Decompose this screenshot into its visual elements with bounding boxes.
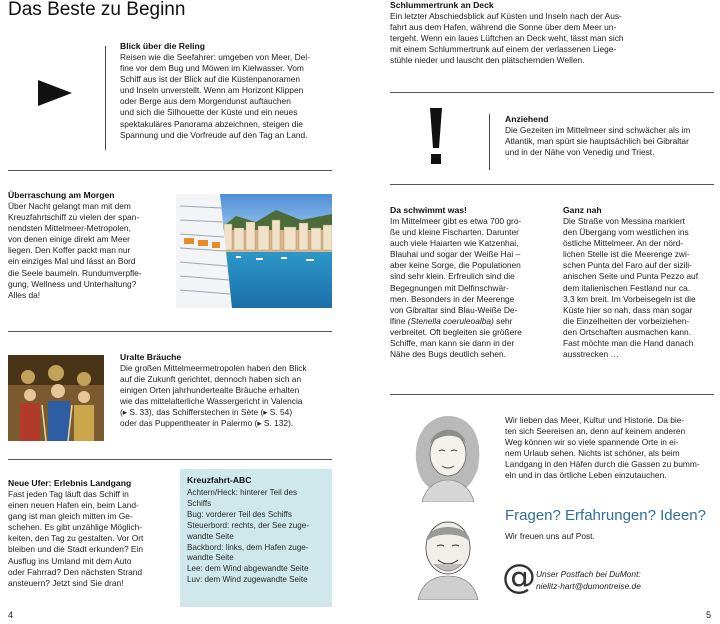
- text-line: Luv: dem Wind zugewandte Seite: [187, 575, 308, 585]
- text-line: Ein letzter Abschiedsblick auf Küsten und Inseln nach der Aus-: [390, 11, 622, 21]
- section-ufer: [8, 478, 174, 589]
- text-line: Spannung und die Vorfreude auf den Tag an Land.: [120, 129, 308, 140]
- text-line: wie das mittelalterliche Wassergericht in Valencia: [120, 396, 303, 407]
- species-name: (Stenella coeruleoalba): [407, 315, 494, 326]
- text-ueberraschung: [8, 201, 173, 301]
- text-line: oder das Puppentheater in Palermo (▸ S. 132).: [120, 418, 294, 429]
- divider: [8, 459, 332, 460]
- text-line: Bug: vorderer Teil des Schiffs: [187, 509, 292, 519]
- heading-schwimmt: Da schwimmt was!: [390, 205, 467, 215]
- text-line: auf die Zukunft gerichtet, dennoch haben sich an: [120, 374, 302, 385]
- author-portrait-man: [404, 508, 488, 600]
- text-line: lichen Stelle ist die Meerenge zwi-: [563, 249, 690, 260]
- section-ueberraschung: [8, 190, 173, 301]
- at-icon: @: [502, 557, 536, 597]
- text-line: men. Besonders in der Meerenge: [390, 293, 515, 304]
- post-text: Wir freuen uns auf Post.: [505, 531, 595, 541]
- text-line: Die großen Mittelmeermetropolen haben den Blick: [120, 363, 307, 373]
- text-line: [390, 316, 550, 327]
- page-number-left: 4: [8, 610, 14, 620]
- text-line: und in der Nähe von Venedig und Triest.: [505, 147, 655, 158]
- text-line: Atlantik, man spürt sie hauptsächlich bei Gibraltar: [505, 136, 689, 147]
- text-line: Steuerbord: rechts, der See zuge-: [187, 520, 309, 530]
- text-line: und sich die Silhouette der Küste und ein neues: [120, 107, 298, 118]
- text-line: Im Mittelmeer gibt es etwa 700 gro-: [390, 216, 522, 226]
- text-line: mit einem Schlummertrunk auf einem der verlassenen Liege-: [390, 44, 617, 55]
- text-line: bleiben und die Stadt erkunden? Ein: [8, 544, 144, 555]
- text-line: liegen. Den Koffer packt man nur: [8, 245, 131, 256]
- text-line: Über Nacht gelangt man mit dem: [8, 201, 131, 211]
- page-title: Das Beste zu Beginn: [8, 0, 186, 20]
- heading-ganz-nah: Ganz nah: [563, 205, 602, 215]
- text-line: keiten, den Tag zu gestalten. Vor Ort: [8, 533, 144, 544]
- text-line: ße und kleine Fischarten. Darunter: [390, 227, 519, 238]
- text-line: oder Fahrrad? Den nächsten Strand: [8, 566, 143, 577]
- text-line: eln und in das örtliche Leben einzutauchen.: [505, 470, 667, 481]
- divider: [390, 92, 714, 93]
- puppet-photo: [8, 355, 104, 441]
- text-line: Kreuzfahrtschiff zu vielen der span-: [8, 212, 140, 223]
- text-line: wandte Seite: [187, 553, 234, 563]
- section-braeuche: [120, 352, 338, 430]
- text-ufer: [8, 489, 174, 589]
- text-line: nendsten Mittelmeer-Metropolen,: [8, 223, 131, 234]
- text-line: Wir lieben das Meer, Kultur und Historie. Da bie-: [505, 415, 685, 425]
- text-line: sind sehr klein. Erfreulich sind die: [390, 271, 515, 282]
- text-line: den Übergang vom westlichen ins: [563, 227, 689, 238]
- text-line: 3,3 km breit. Im Vorbeisegeln ist die: [563, 293, 696, 304]
- text-line: Fast möchte man die Hand danach: [563, 338, 694, 349]
- text-line: Lee: dem Wind abgewandte Seite: [187, 564, 309, 574]
- text-fragment: sehr: [493, 315, 513, 326]
- section-schlummer: [390, 0, 714, 66]
- text-line: nem Urlaub sehen. Nichts ist schöner, als beim: [505, 448, 680, 459]
- text-line: fahrt aus dem Hafen, während die Sonne über dem Meer un-: [390, 22, 617, 33]
- text-line: ein einziges Mal und lässt an Bord: [8, 256, 136, 267]
- text-line: Weg können wir so viele spannende Orte in ei-: [505, 437, 679, 448]
- text-line: auch viele Haiarten wie Katzenhai,: [390, 238, 519, 249]
- text-line: einigen Orten jahrhundertealte Bräuche erhalten: [120, 385, 300, 396]
- text-line: oder Berge aus dem Morgendunst auftauchen: [120, 96, 291, 107]
- text-anziehend: [505, 125, 717, 158]
- divider: [8, 170, 332, 171]
- text-line: Schiffs: [187, 498, 212, 508]
- text-line: östliche Mittelmeer. An der nörd-: [563, 238, 684, 249]
- divider: [390, 184, 714, 185]
- text-authors: [505, 415, 717, 482]
- text-line: von denen einige direkt am Meer: [8, 234, 130, 245]
- text-abc: [187, 488, 325, 586]
- text-line: Achtern/Heck: hinterer Teil des: [187, 488, 298, 497]
- heading-braeuche: Uralte Bräuche: [120, 352, 182, 362]
- text-line: aber keine Sorge, die Populationen: [390, 260, 521, 271]
- postfach-label: Unser Postfach bei DuMont:: [536, 569, 641, 579]
- text-line: Nähe des Bugs deutlich sehen.: [390, 349, 506, 360]
- text-line: Backbord: links, dem Hafen zuge-: [187, 542, 309, 552]
- text-line: fine vor dem Bug und Möwen im Kielwasser. Vom: [120, 63, 304, 74]
- text-line: Ausflug ins Umland mit dem Auto: [8, 555, 132, 566]
- text-schwimmt: [390, 216, 550, 360]
- text-line: einen neuen Hafen ein, beim Land-: [8, 500, 139, 511]
- text-line: gang ist man gleich mitten im Ge-: [8, 511, 133, 522]
- text-line: Die Gezeiten im Mittelmeer sind schwächer als im: [505, 125, 691, 135]
- question-heading: Fragen? Erfahrungen? Ideen?: [505, 507, 706, 524]
- text-line: (▸ S. 33), das Schifferstechen in Sète (▸ S. 54): [120, 407, 293, 418]
- text-line: Fast jeden Tag läuft das Schiff in: [8, 489, 129, 499]
- section-ganz-nah: [563, 205, 718, 360]
- text-line: Blauhai und sogar der Weiße Hai –: [390, 249, 521, 260]
- text-line: stühle nieder und lauscht den plätschernden Wellen.: [390, 55, 585, 66]
- text-line: Landgang in den Häfen durch die Gassen zu bumm-: [505, 459, 700, 470]
- heading-schlummer: Schlummertrunk an Deck: [390, 0, 494, 10]
- text-line: Begegnungen mit Delfinschwär-: [390, 282, 509, 293]
- text-line: Schiffe, man kann sie dann in der: [390, 338, 515, 349]
- abc-box: [180, 469, 332, 607]
- text-line: von Gibraltar sind Blau-Weiße De-: [390, 304, 518, 315]
- text-line: Schiff aus ist der Blick auf die Küstenpanoramen: [120, 74, 301, 85]
- divider: [390, 394, 714, 395]
- text-line: verbreitet. Oft begleiten sie größere: [390, 326, 522, 337]
- text-line: schehen. Es gibt unzählige Möglich-: [8, 522, 143, 533]
- page-number-right: 5: [706, 610, 712, 620]
- text-line: den Ortschaften ausmachen kann.: [563, 326, 692, 337]
- text-line: gung, Wellness und Unterhaltung?: [8, 278, 137, 289]
- text-line: tergeht. Wenn ein laues Lüftchen an Deck weht, lässt man sich: [390, 33, 624, 44]
- text-line: die Seele baumeln. Rundumverpfle-: [8, 267, 142, 278]
- divider: [489, 114, 490, 170]
- text-line: spektakuläres Panorama abzeichnen, steigen die: [120, 118, 303, 129]
- play-arrow-icon: [38, 80, 72, 106]
- text-line: ansteuern? Jetzt sind Sie dran!: [8, 577, 124, 588]
- heading-ueberraschung: Überraschung am Morgen: [8, 190, 115, 200]
- harbor-photo: [176, 194, 332, 308]
- text-line: ten sich Seereisen an, denn auf keinem anderen: [505, 426, 686, 437]
- text-fragment: lfine: [390, 315, 408, 326]
- heading-blick: Blick über die Reling: [120, 41, 206, 51]
- text-ganz-nah: [563, 216, 718, 360]
- section-anziehend: [505, 114, 717, 158]
- text-braeuche: [120, 363, 338, 430]
- author-portrait-woman: [404, 410, 488, 502]
- section-blick: [120, 41, 338, 141]
- text-line: schen Punta del Faro auf der sizili-: [563, 260, 692, 271]
- heading-anziehend: Anziehend: [505, 114, 549, 124]
- section-schwimmt: [390, 205, 550, 360]
- text-blick: [120, 52, 338, 141]
- text-line: die Einzelheiten der vorbeiziehen-: [563, 315, 690, 326]
- text-schlummer: [390, 11, 714, 66]
- heading-abc: Kreuzfahrt-ABC: [187, 475, 252, 485]
- text-line: wandte Seite: [187, 531, 234, 541]
- text-line: Reisen wie die Seefahrer: umgeben von Meer, Del-: [120, 52, 310, 62]
- text-line: und Inseln unverstellt. Wenn am Horizont Klippen: [120, 85, 304, 96]
- text-line: Alles da!: [8, 289, 41, 300]
- heading-ufer: Neue Ufer: Erlebnis Landgang: [8, 478, 132, 488]
- text-line: dem italienischen Festland nur ca.: [563, 282, 691, 293]
- exclamation-icon: [428, 108, 444, 166]
- text-line: Die Straße von Messina markiert: [563, 216, 685, 226]
- text-line: anischen Seite und Punta Pezzo auf: [563, 271, 699, 282]
- divider: [105, 46, 106, 150]
- text-line: Küste hier so nah, dass man sogar: [563, 304, 693, 315]
- divider: [8, 331, 332, 332]
- email-address[interactable]: nielitz-hart@dumontreise.de: [536, 581, 641, 591]
- text-line: ausstrecken …: [563, 349, 619, 360]
